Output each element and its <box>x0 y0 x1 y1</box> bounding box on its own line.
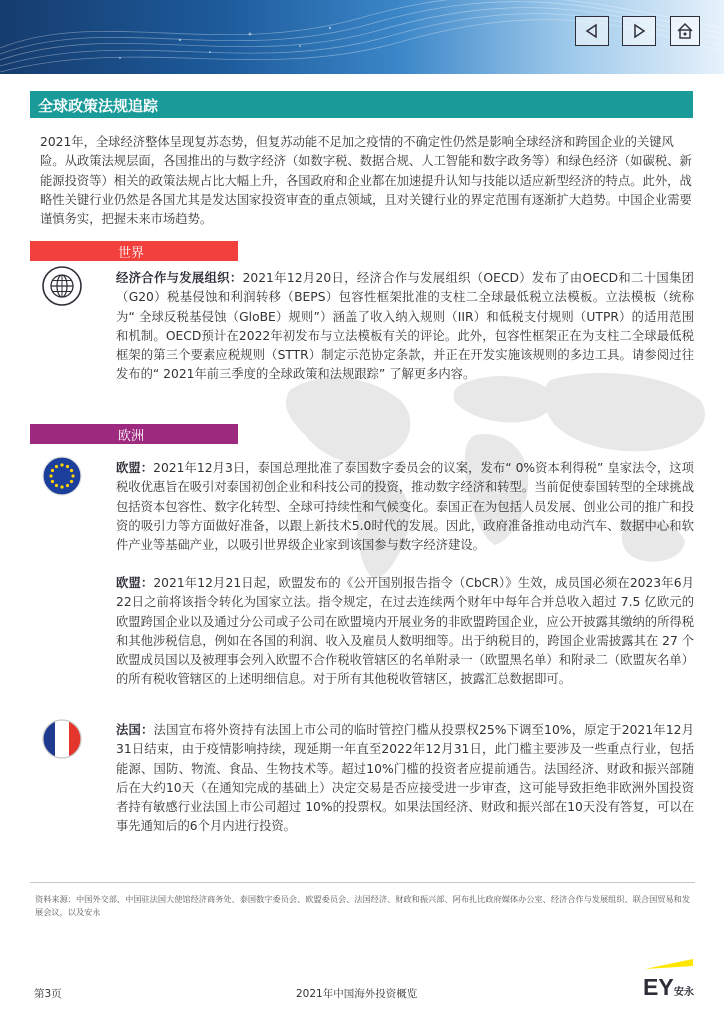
oecd-lead: 经济合作与发展组织： <box>116 271 243 285</box>
fr-lead: 法国： <box>116 723 154 737</box>
page-title: 全球政策法规追踪 <box>38 97 159 115</box>
section-label-world: 世界 <box>118 246 145 261</box>
eu-flag-icon <box>41 455 83 497</box>
eu1-lead: 欧盟： <box>116 461 154 475</box>
eu-star <box>49 474 52 477</box>
footer-doc-title: 2021年中国海外投资概览 <box>296 988 418 1000</box>
eu-star <box>70 469 73 472</box>
france-paragraph <box>116 721 694 837</box>
eu2-lead: 欧盟： <box>116 576 154 590</box>
eu-star <box>55 465 58 468</box>
page-title-bar <box>30 91 693 118</box>
ey-logo-sub: 安永 <box>674 987 694 998</box>
eu-star <box>60 485 63 488</box>
triangle-right-icon <box>631 23 647 39</box>
intro-paragraph: 2021年，全球经济整体呈现复苏态势，但复苏动能不足加之疫情的不确定性仍然是影响全球经济和跨国企业的关键风险。从政策法规层面，各国推出的与数字经济（如数字税、数据合规、人工智能和数字政务等）和绿色经济（如碳税、新能源投资等）相关的政策法规占比大幅上升，各国政府和企业都在加速提升认知与技能以适应新型经济的特点。此外，战略性关键行业仍然是各国尤其是发达国家投资审查的重点领域，且对关键行业的界定范围有逐渐扩大趋势。中国企业需要谨慎务实，把握未来市场趋势。 <box>40 135 692 227</box>
eu-star <box>66 484 69 487</box>
oecd-body: 2021年12月20日，经济合作与发展组织（OECD）发布了由OECD和二十国集团（G20）税基侵蚀和利润转移（BEPS）包容性框架批准的支柱二全球最低税立法模板。立法模板（统称为“ 全球反税基侵蚀（GloBE）规则”）涵盖了收入纳入规则（IIR）和低税支付规则（UTPR）的适用范围和机制。OECD预计在2022年初发布与立法模板有关的评论。此外，包容性框架正在为支柱二全球最低税框架的第三个要素应税规则（STTR）制定示范协定条款，并正在开发实施该规则的多边工具。请参阅过往发布的“ 2021年前三季度的全球政策和法规跟踪” 了解更多内容。 <box>116 271 694 382</box>
fr-body: 法国宣布将外资持有法国上市公司的临时管控门槛从投票权25%下调至10%，原定于2021年12月31日结束，由于疫情影响持续，现延期一年直至2022年12月31日，此门槛主要涉及一些重点行业，包括能源、国防、物流、食品、生物技术等。超过10%门槛的投资者应提前通告。法国经济、财政和振兴部随后在大约10天（在通知完成的基础上）决定交易是否应接受进一步审查，这可能导致拒绝非欧洲外国投资者持有敏感行业法国上市公司超过 10%的投票权。如果法国经济、财政和振兴部在10天没有答复，可以在事先通知后的6个月内进行投资。 <box>116 723 694 834</box>
ey-logo <box>641 955 697 1000</box>
eu-paragraph-1 <box>116 459 694 555</box>
ey-logo-text: EY <box>643 974 674 1000</box>
prev-page-button[interactable] <box>575 16 609 46</box>
section-tag-world <box>30 241 238 261</box>
section-tag-europe <box>30 424 238 444</box>
eu-star <box>51 469 54 472</box>
home-lock-icon <box>676 22 694 40</box>
eu-paragraph-2 <box>116 574 694 690</box>
sources-divider <box>30 882 695 883</box>
eu-star <box>60 463 63 466</box>
eu-star <box>70 480 73 483</box>
eu-star <box>51 480 54 483</box>
triangle-left-icon <box>584 23 600 39</box>
eu-star <box>66 465 69 468</box>
next-page-button[interactable] <box>622 16 656 46</box>
section-label-europe: 欧洲 <box>118 429 145 444</box>
banner-waves <box>0 0 724 74</box>
globe-icon <box>41 265 83 307</box>
page-number: 第3页 <box>34 988 62 1000</box>
eu2-body: 2021年12月21日起，欧盟发布的《公开国别报告指令（CbCR）》生效，成员国必须在2023年6月22日之前将该指令转化为国家立法。指令规定，在过去连续两个财年中每年合并总收入超过 7.5 亿欧元的欧盟跨国企业以及通过分公司或子公司在欧盟境内开展业务的非欧盟跨国企业，应公开披露其缴纳的所得税和其他涉税信息，例如在各国的利润、收入及雇员人数明细等。出于纳税目的，跨国企业需披露其在 27 个欧盟成员国以及被理事会列入欧盟不合作税收管辖区的名单附录一（欧盟黑名单）和附录二（欧盟灰名单）的所有税收管辖区的上述明细信息。对于所有其他税收管辖区，披露汇总数据即可。 <box>116 576 694 687</box>
eu1-body: 2021年12月3日，泰国总理批准了泰国数字委员会的议案，发布“ 0%资本利得税” 皇家法令，这项税收优惠旨在吸引对泰国初创企业和科技公司的投资，推动数字经济和转型。当前促使泰国转型的全球挑战包括资本包容性、数字化转型、全球可持续性和气候变化。泰国正在为包括人员发展、创业公司的推广和投资的吸引力等方面做好准备，以跟上新技术5.0时代的发展。因此，政府准备推动电动汽车、数据中心和软件产业等基础产业，以吸引世界级企业家到该国参与数字经济建设。 <box>116 461 694 553</box>
eu-star <box>55 484 58 487</box>
france-flag-icon <box>41 718 83 760</box>
home-button[interactable] <box>670 16 700 46</box>
eu-star <box>71 474 74 477</box>
header-banner <box>0 0 724 74</box>
sources-note: 资料来源：中国外交部、中国驻法国大使馆经济商务处、泰国数字委员会、欧盟委员会、法国经济、财政和振兴部、阿布扎比政府媒体办公室、经济合作与发展组织、联合国贸易和发展会议，以及安永 <box>35 894 691 917</box>
